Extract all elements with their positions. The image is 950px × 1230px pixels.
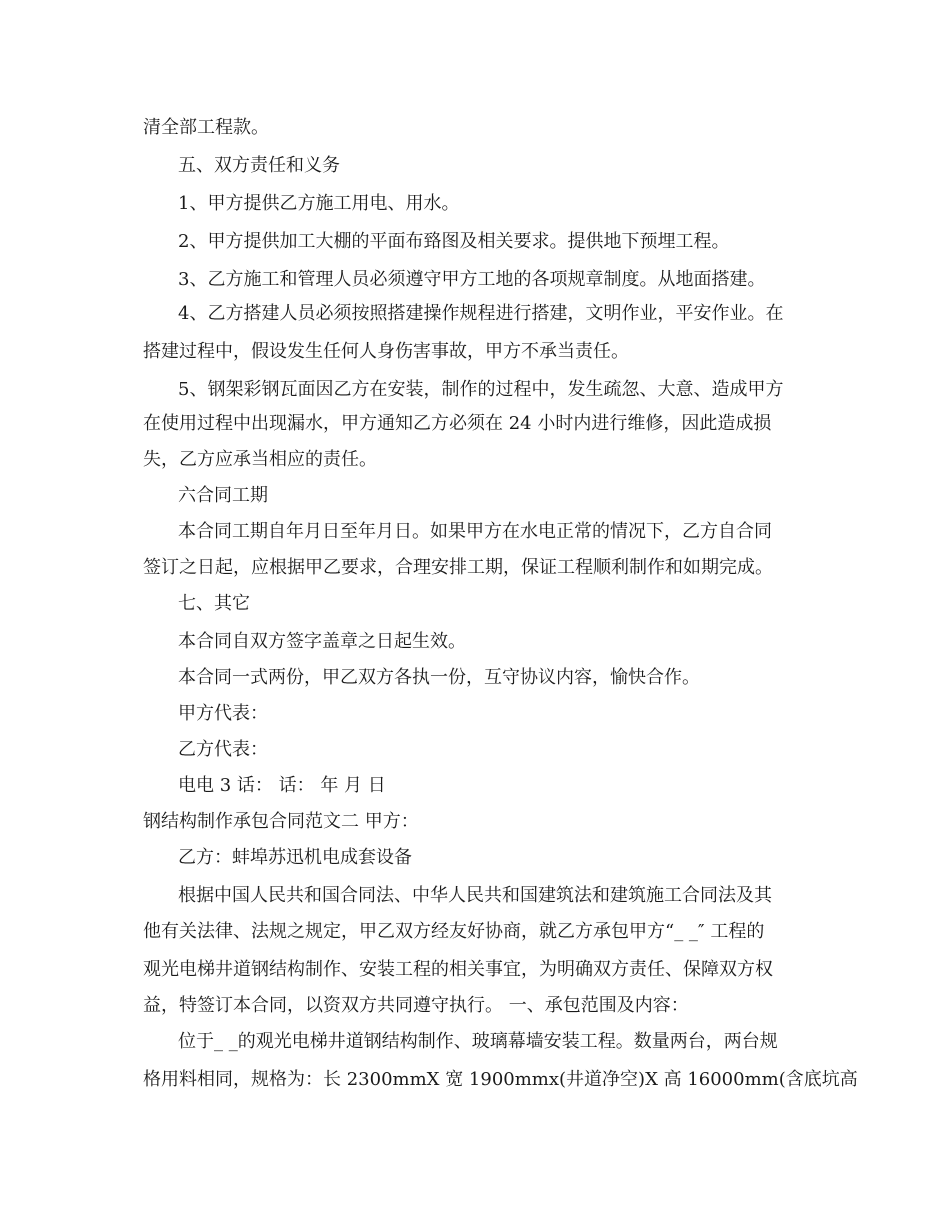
section-heading: 六合同工期 [178, 485, 268, 506]
text-line: 根据中国人民共和国合同法、中华人民共和国建筑法和建筑施工合同法及其 [178, 885, 772, 906]
text-line: 格用料相同，规格为：长 2300mmX 宽 1900mmx(井道净空)X 高 16000mm(含底坑高 [143, 1069, 858, 1090]
section-heading: 七、其它 [178, 593, 250, 614]
text-line: 4、乙方搭建人员必须按照搭建操作规程进行搭建，文明作业，平安作业。在 [178, 303, 784, 324]
text-line: 他有关法律、法规之规定，甲乙双方经友好协商，就乙方承包甲方“_ _″ 工程的 [143, 921, 765, 942]
text-line: 1、甲方提供乙方施工用电、用水。 [178, 193, 460, 214]
text-line: 本合同自双方签字盖章之日起生效。 [178, 631, 466, 652]
document-title: 钢结构制作承包合同范文二 甲方： [143, 811, 419, 832]
text-line: 签订之日起，应根据甲乙要求，合理安排工期，保证工程顺利制作和如期完成。 [143, 557, 773, 578]
text-line: 搭建过程中，假设发生任何人身伤害事故，甲方不承当责任。 [143, 341, 629, 362]
text-line: 清全部工程款。 [143, 117, 269, 138]
text-line: 益，特签订本合同，以资双方共同遵守执行。 一、承包范围及内容： [143, 995, 689, 1016]
text-line: 失，乙方应承当相应的责任。 [143, 449, 377, 470]
signature-label: 乙方代表： [178, 739, 268, 760]
text-line: 位于_ _的观光电梯井道钢结构制作、玻璃幕墙安装工程。数量两台，两台规 [178, 1031, 778, 1052]
text-line: 乙方：蚌埠苏迅机电成套设备 [178, 847, 412, 868]
text-line: 3、乙方施工和管理人员必须遵守甲方工地的各项规章制度。从地面搭建。 [178, 269, 766, 290]
text-line: 5、钢架彩钢瓦面因乙方在安装，制作的过程中，发生疏忽、大意、造成甲方 [178, 379, 784, 400]
section-heading: 五、双方责任和义务 [178, 155, 340, 176]
text-line: 电电 3 话： 话： 年 月 日 [178, 775, 386, 796]
text-line: 本合同一式两份，甲乙双方各执一份，互守协议内容，愉快合作。 [178, 667, 700, 688]
text-line: 在使用过程中出现漏水，甲方通知乙方必须在 24 小时内进行维修，因此造成损 [143, 413, 772, 434]
text-line: 2、甲方提供加工大棚的平面布臵图及相关要求。提供地下预埋工程。 [178, 231, 730, 252]
signature-label: 甲方代表： [178, 703, 268, 724]
text-line: 观光电梯井道钢结构制作、安装工程的相关事宜，为明确双方责任、保障双方权 [143, 959, 773, 980]
text-line: 本合同工期自年月日至年月日。如果甲方在水电正常的情况下，乙方自合同 [178, 521, 772, 542]
